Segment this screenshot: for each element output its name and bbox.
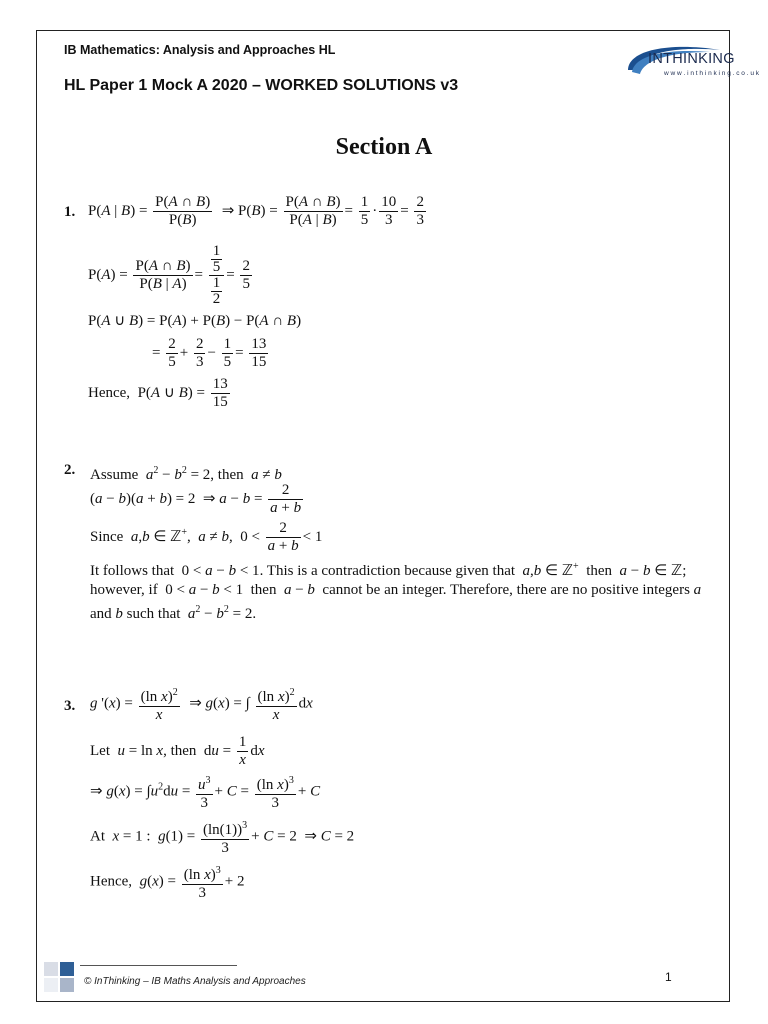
question-number-3: 3. (64, 698, 76, 714)
q1-line-2: P(A) = $\frac{P(A \cap B)}{P(B | A)}$ = $\frac{\frac{1}{5}}{\frac{1}{2}}$ = $\frac{2}{5}$ (88, 243, 250, 307)
page-number: 1 (665, 970, 672, 984)
question-number-2: 2. (64, 462, 76, 478)
footer-rule (80, 965, 237, 966)
logo-wordmark: INTHINKING (648, 51, 735, 67)
footer-copyright: © InThinking – IB Maths Analysis and Approaches (84, 976, 306, 987)
section-title: Section A (335, 134, 433, 160)
q1-line-1: P(A | B) = $\frac{P(A \cap B)}{P(B)}$ ⇒ P(B) = $\frac{P(A \cap B)}{P(A | B)}$ = $\frac{1}{5}$ · $\frac{10}{3}$ = $\frac{2}{3}$ (88, 194, 424, 228)
q2-line-3: Since a,b ∈ ℤ+, a ≠ b, 0 < $\frac{2}{a + b}$ < 1 (90, 520, 323, 554)
course-subtitle: IB Mathematics: Analysis and Approaches HL (64, 43, 336, 57)
q3-line-4: At x = 1 : g(1) = $\frac{(\ln(1))^3}{3}$ + C = 2 ⇒ C = 2 (90, 817, 354, 857)
footer-square-3 (60, 978, 74, 992)
footer-square-4 (44, 978, 58, 992)
q1-line-3: P(A ∪ B) = P(A) + P(B) − P(A ∩ B) (88, 313, 302, 329)
q3-line-1: g '(x) = $\frac{(\ln x)^2}{x}$ ⇒ g(x) = ∫ $\frac{(\ln x)^2}{x}$ dx (90, 684, 313, 724)
document-title: HL Paper 1 Mock A 2020 – WORKED SOLUTIONS v3 (64, 77, 459, 94)
q2-line-2: (a − b)(a + b) = 2 ⇒ a − b = $\frac{2}{a + b}$ (90, 482, 302, 516)
logo-url: w w w . i n t h i n k i n g . c o . u k (664, 70, 760, 77)
footer-square-2 (60, 962, 74, 976)
q3-line-2: Let u = ln x, then du = $\frac{1}{x}$ dx (90, 734, 265, 768)
q3-line-3: ⇒ $g(x) = \int u^2du$ = $\frac{u^3}{3}$ + C = $\frac{(\ln x)^3}{3}$ + C (90, 772, 320, 812)
q1-line-4: = $\frac{2}{5}$ + $\frac{2}{3}$ − $\frac{1}{5}$ = $\frac{13}{15}$ (152, 336, 267, 370)
question-number-1: 1. (64, 204, 76, 220)
q2-paragraph: It follows that 0 < a − b < 1. This is a contradiction because given that a,b ∈ ℤ+ then a − b ∈ ℤ; however, if 0 < a − b < 1 then a − b cannot be an integer. Therefore, there are no positive integers a and b such that $a^2 - b^2 = 2$. (90, 561, 702, 622)
q3-hence: Hence, g(x) = $\frac{(\ln x)^3}{3}$ + 2 (90, 862, 245, 902)
footer-square-1 (44, 962, 58, 976)
q2-line-1: Assume $a^2 - b^2 = 2$, then a ≠ b (90, 465, 282, 483)
q1-hence: Hence, P(A ∪ B) = $\frac{13}{15}$ (88, 376, 228, 410)
